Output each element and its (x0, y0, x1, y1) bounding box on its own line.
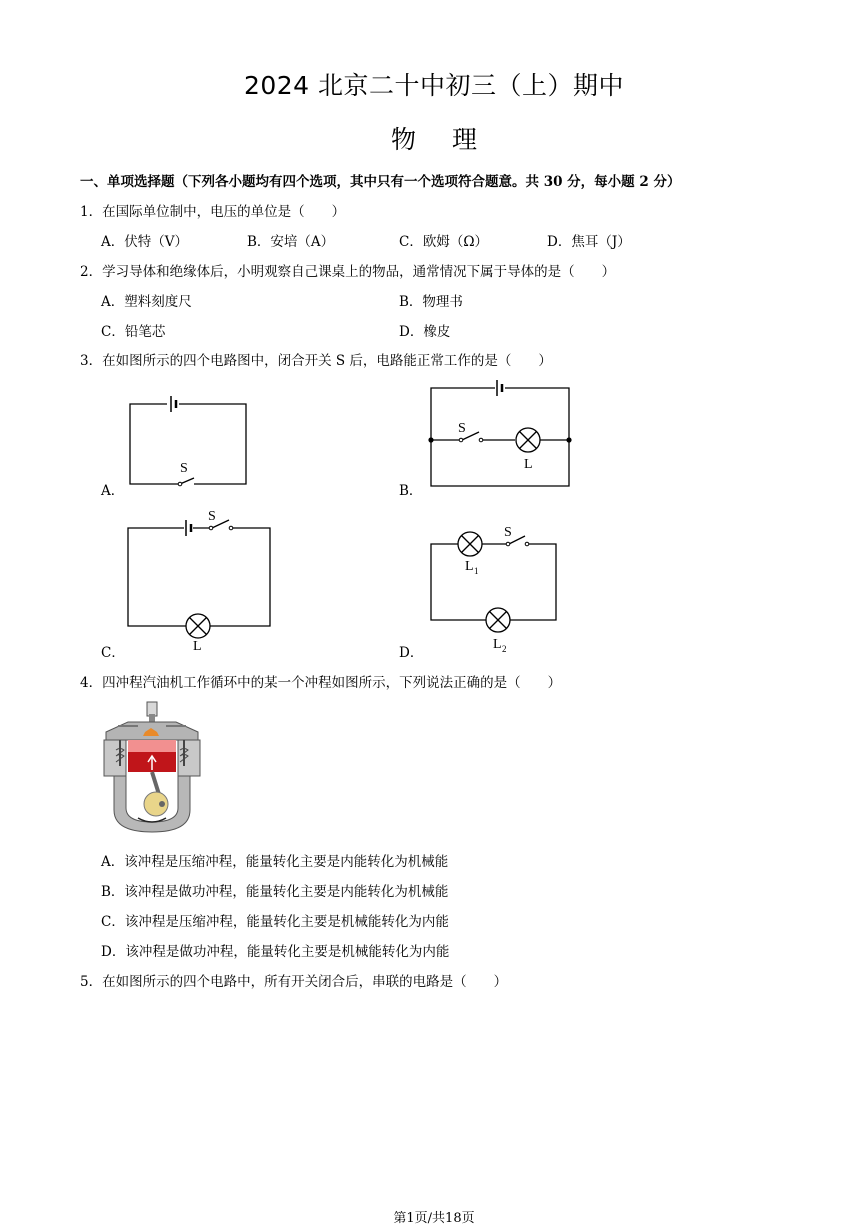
question-5-stem: 5．在如图所示的四个电路中，所有开关闭合后，串联的电路是（ ） (80, 974, 508, 990)
exam-title: 2024 北京二十中初三（上）期中 (243, 71, 625, 100)
q4-option-d: D．该冲程是做功冲程，能量转化主要是机械能转化为内能 (101, 944, 450, 960)
switch-label-s: S (458, 421, 466, 436)
lamp-label-l: L (193, 639, 202, 654)
question-4-stem: 4．四冲程汽油机工作循环中的某一个冲程如图所示，下列说法正确的是（ ） (80, 675, 562, 691)
switch-label-s: S (208, 509, 216, 524)
circuit-diagram-d (425, 522, 565, 656)
q2-option-c: C．铅笔芯 (101, 324, 166, 340)
lamp-label-l: L (524, 457, 533, 472)
question-2-stem: 2．学习导体和绝缘体后，小明观察自己课桌上的物品，通常情况下属于导体的是（ ） (80, 264, 616, 280)
lamp-label-l1-sub: 1 (474, 566, 479, 576)
circuit-diagram-a (122, 392, 252, 488)
q1-option-b: B．安培（A） (247, 234, 335, 250)
q1-option-a: A．伏特（V） (101, 234, 188, 250)
subject-title: 物理 (390, 125, 513, 154)
q4-option-c: C．该冲程是压缩冲程，能量转化主要是机械能转化为内能 (101, 914, 449, 930)
q1-option-c: C．欧姆（Ω） (399, 234, 489, 250)
q4-option-b: B．该冲程是做功冲程，能量转化主要是内能转化为机械能 (101, 884, 449, 900)
engine-stroke-diagram (98, 700, 208, 840)
q4-option-a: A．该冲程是压缩冲程，能量转化主要是内能转化为机械能 (101, 854, 449, 870)
section-heading: 一、单项选择题（下列各小题均有四个选项，其中只有一个选项符合题意。共 30 分，每小题 2 分） (80, 174, 681, 190)
switch-label-s: S (180, 461, 188, 476)
q2-option-b: B．物理书 (399, 294, 463, 310)
page-number: 第1页/共18页 (393, 1211, 475, 1226)
q3-option-b-label: B． (399, 483, 423, 499)
switch-label-s: S (504, 525, 512, 540)
lamp-label-l2-sub: 2 (502, 644, 507, 654)
q1-option-d: D．焦耳（J） (547, 234, 631, 250)
q3-option-c-label: C． (101, 645, 125, 661)
lamp-label-l1: L (465, 559, 474, 574)
circuit-diagram-b (425, 376, 577, 490)
question-3-stem: 3．在如图所示的四个电路图中，闭合开关 S 后，电路能正常工作的是（ ） (80, 353, 552, 369)
lamp-label-l2: L (493, 637, 502, 652)
circuit-diagram-c (122, 504, 277, 654)
q2-option-d: D．橡皮 (399, 324, 451, 340)
q3-option-a-label: A． (101, 483, 125, 499)
question-1-stem: 1．在国际单位制中，电压的单位是（ ） (80, 204, 346, 220)
q3-option-d-label: D． (399, 645, 424, 661)
q2-option-a: A．塑料刻度尺 (101, 294, 192, 310)
